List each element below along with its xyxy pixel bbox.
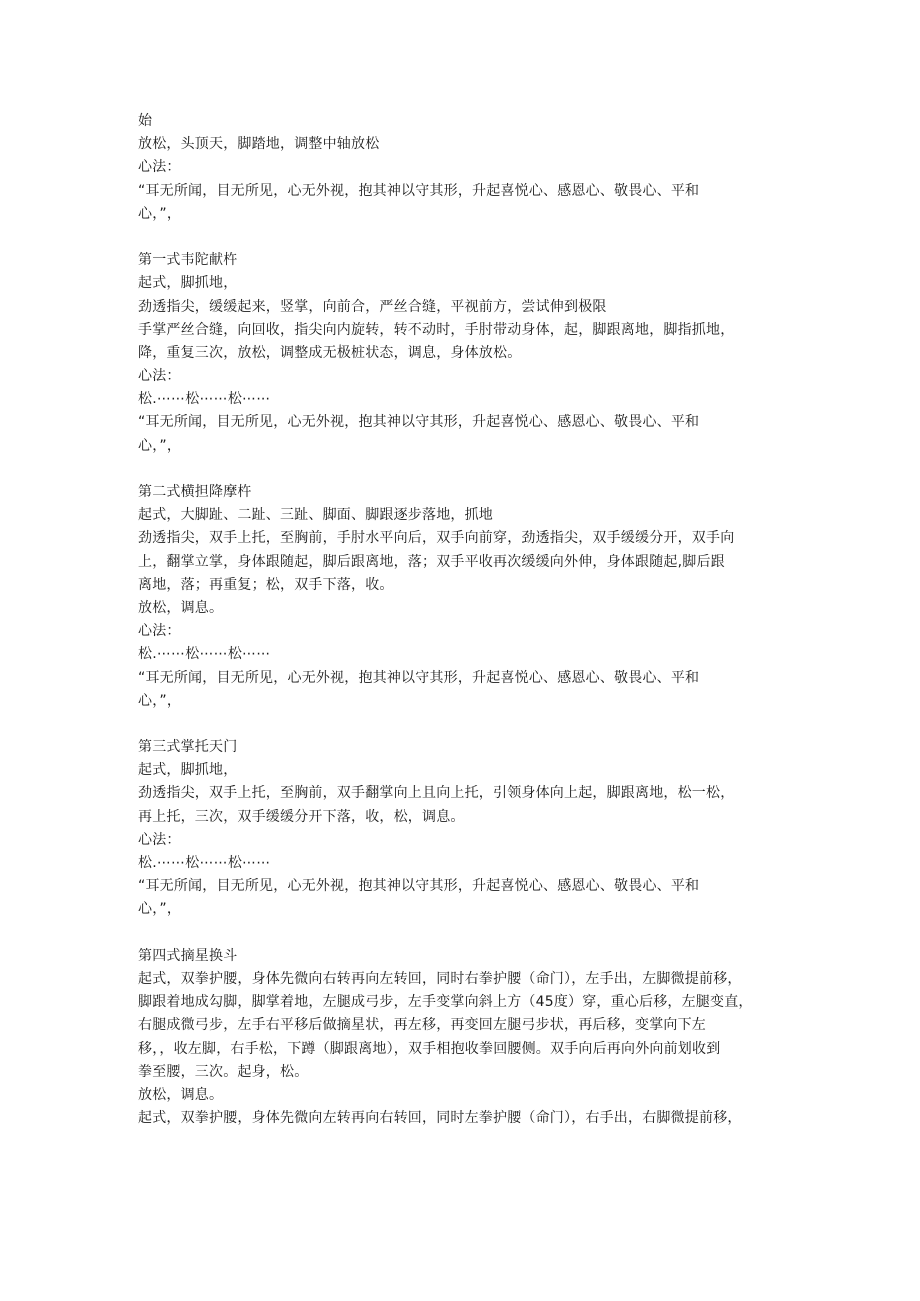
blank-line [138, 713, 788, 736]
text-line: 劲透指尖，双手上托，至胸前，双手翻掌向上且向上托，引领身体向上起，脚跟离地，松一松， [138, 785, 735, 802]
text-line: 起式，脚抓地， [138, 762, 238, 779]
text-line: 松.⋯⋯松⋯⋯松⋯⋯ [138, 646, 271, 663]
text-line: 起式，脚抓地， [138, 275, 238, 292]
section-heading: 第三式掌托天门 [138, 739, 238, 756]
section-heading: 第四式摘星换斗 [138, 947, 238, 964]
text-line: 心，”， [138, 437, 182, 454]
text-line: 始 [138, 113, 153, 129]
text-line: 上，翻掌立掌，身体跟随起，脚后跟离地，落；双手平收再次缓缓向外伸，身体跟随起,脚后跟 [138, 553, 725, 570]
text-line: 移，，收左脚，右手松，下蹲（脚跟离地），双手相抱收拳回腰侧。双手向后再向外向前划收到 [138, 1040, 721, 1057]
text-line: 松.⋯⋯松⋯⋯松⋯⋯ [138, 855, 271, 871]
text-line: 手掌严丝合缝，向回收，指尖向内旋转，转不动时，手肘带动身体，起，脚跟离地，脚指抓地， [138, 321, 735, 338]
text-line: 再上托，三次，双手缓缓分开下落，收，松，调息。 [138, 808, 465, 825]
text-line: 降，重复三次，放松，调整成无极桩状态，调息，身体放松。 [138, 344, 522, 361]
text-line: 放松，调息。 [138, 599, 224, 616]
text-line: 心法： [138, 368, 181, 385]
text-line: 起式，双拳护腰，身体先微向右转再向左转回，同时右拳护腰（命门），左手出，左脚微提前移， [138, 970, 742, 987]
section-heading: 第二式横担降摩杵 [138, 484, 252, 500]
text-line: 劲透指尖，缓缓起来，竖掌，向前合，严丝合缝，平视前方，尝试伸到极限 [138, 298, 607, 315]
text-line: 心，”， [138, 205, 182, 222]
text-line: 心，”， [138, 901, 182, 918]
blank-line [138, 226, 788, 249]
text-line: 松.⋯⋯松⋯⋯松⋯⋯ [138, 391, 271, 408]
blank-line [138, 922, 788, 945]
blank-line [138, 458, 788, 481]
text-line: 拳至腰，三次。起身，松。 [138, 1063, 309, 1080]
text-line: 起式，大脚趾、二趾、三趾、脚面、脚跟逐步落地，抓地 [138, 507, 493, 524]
document-page [138, 110, 788, 1130]
text-line: “耳无所闻，目无所见，心无外视，抱其神以守其形，升起喜悦心、感恩心、敬畏心、平和 [138, 669, 700, 686]
text-line: 心法： [138, 623, 181, 640]
text-line: 右腿成微弓步，左手右平移后做摘星状，再左移，再变回左腿弓步状，再后移，变掌向下左 [138, 1017, 706, 1034]
text-line: 离地，落；再重复；松，双手下落，收。 [138, 576, 394, 593]
text-line: 放松，头顶天，脚踏地，调整中轴放松 [138, 136, 380, 153]
text-line: “耳无所闻，目无所见，心无外视，抱其神以守其形，升起喜悦心、感恩心、敬畏心、平和 [138, 182, 700, 199]
text-line: “耳无所闻，目无所见，心无外视，抱其神以守其形，升起喜悦心、感恩心、敬畏心、平和 [138, 878, 700, 895]
text-line: 心法： [138, 159, 181, 176]
text-line: 脚跟着地成勾脚，脚掌着地，左腿成弓步，左手变掌向斜上方（45度）穿，重心后移，左腿变直， [138, 994, 753, 1011]
text-line: 劲透指尖，双手上托，至胸前，手肘水平向后，双手向前穿，劲透指尖，双手缓缓分开，双手向 [138, 530, 735, 547]
text-line: 放松，调息。 [138, 1086, 224, 1103]
text-line: 心，”， [138, 692, 182, 709]
text-line: 心法： [138, 831, 181, 848]
text-line: “耳无所闻，目无所见，心无外视，抱其神以守其形，升起喜悦心、感恩心、敬畏心、平和 [138, 414, 700, 431]
section-heading: 第一式韦陀献杵 [138, 252, 238, 269]
text-line: 起式，双拳护腰，身体先微向左转再向右转回，同时左拳护腰（命门），右手出，右脚微提前移， [138, 1110, 742, 1127]
